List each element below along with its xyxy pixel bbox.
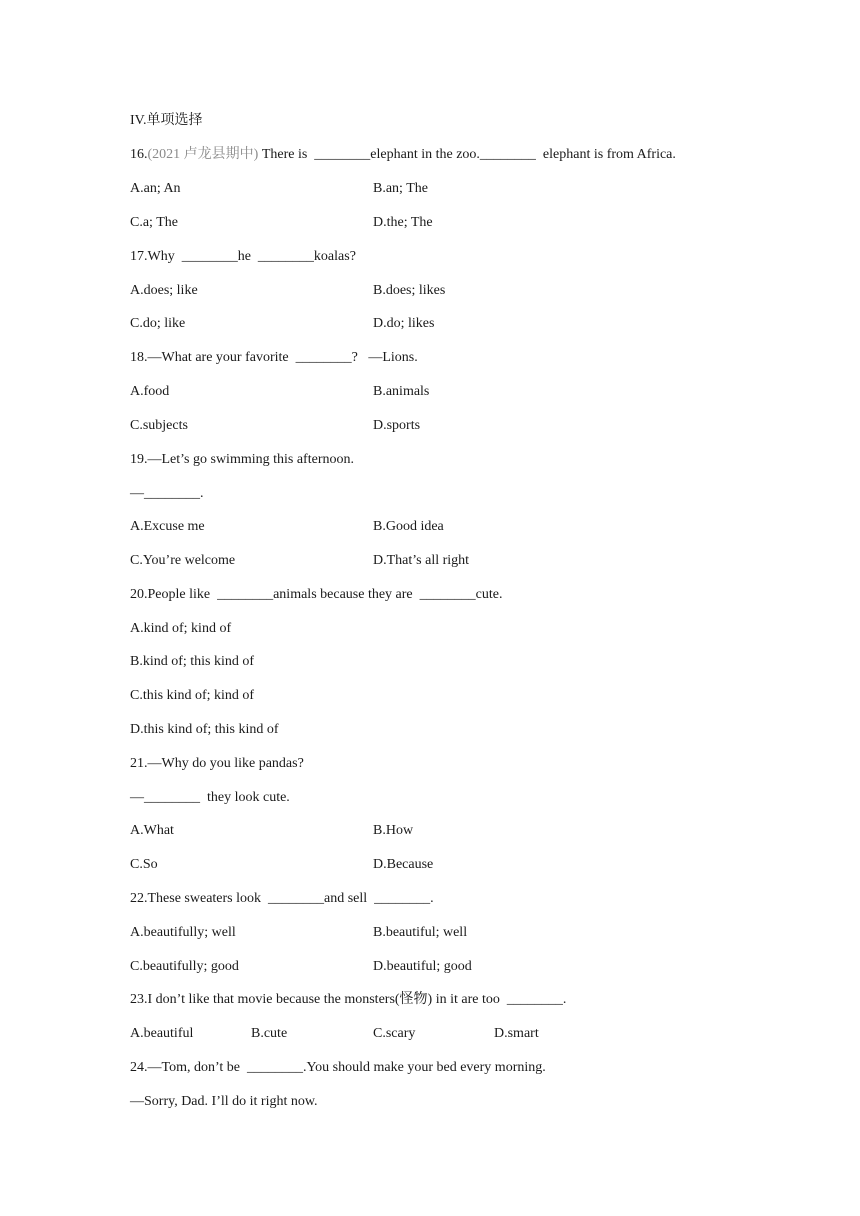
q18-option-d: D.sports [373,418,421,433]
q17-option-c: C.do; like [130,316,186,331]
section-title: IV.单项选择 [130,113,203,128]
q22-option-b: B.beautiful; well [373,925,468,940]
q16-option-b: B.an; The [373,181,428,196]
q16-option-c: C.a; The [130,215,178,230]
q21-option-c: C.So [130,857,158,872]
q18-option-c: C.subjects [130,418,188,433]
question-22-stem: 22.These sweaters look ________and sell ________. [130,891,434,906]
question-text: There is ________elephant in the zoo.________ elephant is from Africa. [258,147,676,162]
q22-option-c: C.beautifully; good [130,959,239,974]
q17-option-d: D.do; likes [373,316,435,331]
q19-option-d: D.That’s all right [373,553,470,568]
q16-option-d: D.the; The [373,215,433,230]
q20-option-a: A.kind of; kind of [130,621,232,636]
q21-option-d: D.Because [373,857,434,872]
q23-option-c: C.scary [373,1026,416,1041]
question-number: 16. [130,147,148,162]
q16-option-a: A.an; An [130,181,181,196]
q20-option-d: D.this kind of; this kind of [130,722,279,737]
q18-option-b: B.animals [373,384,430,399]
q19-option-c: C.You’re welcome [130,553,236,568]
q19-option-a: A.Excuse me [130,519,205,534]
question-24-stem: 24.—Tom, don’t be ________.You should make your bed every morning. [130,1060,546,1075]
question-23-stem: 23.I don’t like that movie because the monsters(怪物) in it are too ________. [130,992,567,1007]
q20-option-c: C.this kind of; kind of [130,688,255,703]
q23-option-d: D.smart [494,1026,539,1041]
question-18-stem: 18.—What are your favorite ________? —Lions. [130,350,418,365]
question-21-response: —________ they look cute. [130,790,290,805]
question-24-response: —Sorry, Dad. I’ll do it right now. [130,1094,318,1109]
question-19-response: —________. [130,486,204,501]
q19-option-b: B.Good idea [373,519,444,534]
question-20-stem: 20.People like ________animals because they are ________cute. [130,587,503,602]
q23-option-a: A.beautiful [130,1026,194,1041]
q17-option-a: A.does; like [130,283,198,298]
question-source: (2021 卢龙县期中) [147,147,259,162]
question-19-stem: 19.—Let’s go swimming this afternoon. [130,452,354,467]
q22-option-a: A.beautifully; well [130,925,236,940]
q18-option-a: A.food [130,384,170,399]
q20-option-b: B.kind of; this kind of [130,654,255,669]
q23-option-b: B.cute [251,1026,288,1041]
question-17-stem: 17.Why ________he ________koalas? [130,249,356,264]
q17-option-b: B.does; likes [373,283,446,298]
q21-option-b: B.How [373,823,414,838]
q21-option-a: A.What [130,823,174,838]
q22-option-d: D.beautiful; good [373,959,472,974]
question-21-stem: 21.—Why do you like pandas? [130,756,304,771]
question-16-stem [130,146,676,164]
